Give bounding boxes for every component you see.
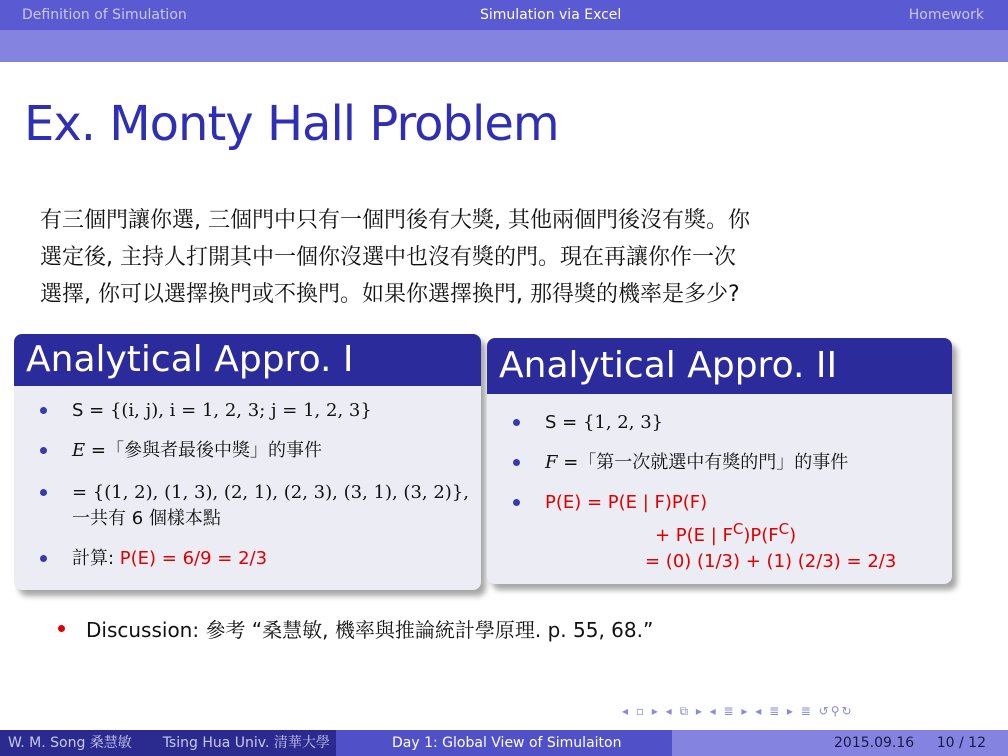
item-text: =「第一次就選中有獎的門」的事件 [557, 452, 849, 473]
total-probability-formula: P(E) = P(E | F)P(F) [545, 492, 708, 513]
footer-author: W. M. Song 桑慧敏 [8, 735, 132, 751]
complement-superscript: C [732, 520, 744, 538]
event-symbol: E [72, 440, 86, 461]
block-heading: Analytical Appro. I [14, 334, 481, 386]
analytical-approach-2-block [487, 338, 952, 584]
sample-space-math: {(i, j), i = 1, 2, 3; j = 1, 2, 3} [109, 400, 372, 421]
discussion-note: Discussion: 參考 “桑慧敏, 機率與推論統計學原理. p. 55, 68.” [86, 618, 654, 642]
problem-line: 有三個門讓你選, 三個門中只有一個門後有大獎, 其他兩個門後沒有獎。你 [40, 208, 750, 233]
footer-author-institute [0, 730, 336, 756]
bullet-icon [513, 459, 520, 466]
nav-section-homework[interactable]: Homework [908, 7, 984, 23]
footer-date: 2015.09.16 [834, 735, 915, 751]
footer-institute: Tsing Hua Univ. 清華大學 [162, 735, 330, 751]
bullet-icon [513, 499, 520, 506]
page-number: 10 / 12 [936, 735, 986, 751]
navigation-symbols[interactable]: ◂ ▫ ▸ ◂ ⧉ ▸ ◂ ≣ ▸ ◂ ≣ ▸ ≣ ↺⚲↻ [622, 704, 854, 718]
list-item [487, 410, 952, 436]
formula-result: = (0) (1/3) + (1) (2/3) = 2/3 [645, 551, 897, 572]
nav-section-excel[interactable]: Simulation via Excel [480, 7, 622, 23]
list-item [14, 398, 481, 424]
analytical-approach-1-block [14, 334, 481, 590]
item-text: =「參與者最後中獎」的事件 [85, 440, 322, 461]
subsection-bar [0, 30, 1008, 62]
item-text: 一共有 6 個樣本點 [72, 508, 221, 529]
item-text: 計算: [72, 548, 120, 569]
list-item [14, 480, 481, 532]
problem-statement [40, 202, 940, 313]
item-text: S = [545, 412, 583, 433]
formula-continuation: + P(E | $F^C)P(F^C)$ [655, 520, 797, 546]
event-symbol: F [545, 452, 558, 473]
bullet-icon [513, 419, 520, 426]
list-item [14, 438, 481, 464]
problem-line: 選擇, 你可以選擇換門或不換門。如果你選擇換門, 那得獎的機率是多少? [40, 282, 740, 307]
sample-space-math: {1, 2, 3} [582, 412, 664, 433]
complement-superscript: C [778, 520, 790, 538]
bullet-icon [40, 555, 47, 562]
top-navigation [0, 0, 1008, 30]
block-heading: Analytical Appro. II [487, 338, 952, 394]
list-item [487, 490, 952, 575]
bullet-icon [40, 407, 47, 414]
footer-date-page [672, 730, 1008, 756]
list-item [14, 546, 481, 572]
bullet-icon [40, 447, 47, 454]
bullet-icon [40, 489, 47, 496]
page-title: Ex. Monty Hall Problem [24, 96, 559, 152]
footer-talk: Day 1: Global View of Simulaiton [392, 735, 622, 751]
footer-talk-title [336, 730, 672, 756]
problem-line: 選定後, 主持人打開其中一個你沒選中也沒有獎的門。現在再讓你作一次 [40, 245, 736, 270]
probability-result: P(E) = 6/9 = 2/3 [119, 548, 268, 569]
bullet-icon [58, 625, 65, 632]
nav-section-definition[interactable]: Definition of Simulation [22, 7, 187, 23]
list-item [487, 450, 952, 476]
event-set-math: = {(1, 2), (1, 3), (2, 1), (2, 3), (3, 1), (3, 2)}, [72, 482, 470, 503]
footer [0, 730, 1008, 756]
item-text: S = [72, 400, 110, 421]
